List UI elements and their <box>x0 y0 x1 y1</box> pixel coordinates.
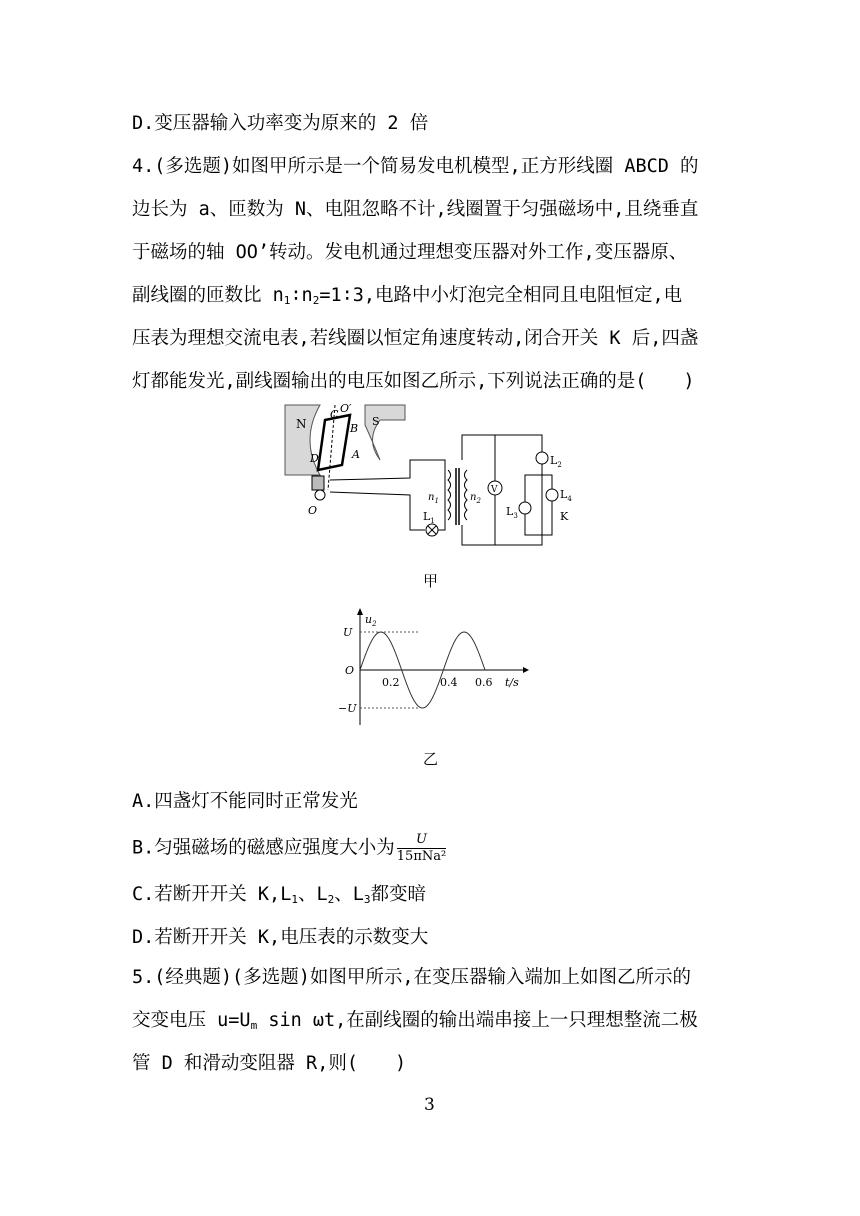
origin-label: O <box>345 664 355 677</box>
label-l1: $L_1$ <box>423 510 435 525</box>
q5-line-3: 管 D 和滑动变阻器 R,则( ) <box>132 1053 407 1074</box>
x-label: t/s <box>505 676 519 689</box>
label-l4: $L_4$ <box>560 488 572 503</box>
subscript: m <box>250 1019 258 1032</box>
brush <box>315 490 325 500</box>
lamp-l3 <box>519 502 531 514</box>
label-a: A <box>352 448 360 461</box>
text: 都变暗 <box>370 884 426 905</box>
magnet-s <box>365 405 405 460</box>
subscript: 2 <box>327 893 335 906</box>
label-l3: $L_3$ <box>506 505 518 520</box>
label-d: D <box>310 452 319 465</box>
option-b <box>132 832 446 865</box>
label-v: V <box>491 485 498 495</box>
figure-sine-wave <box>335 605 535 735</box>
tick-0-4: 0.4 <box>440 676 458 689</box>
q5-line-2 <box>132 1009 698 1038</box>
figure-caption-yi: 乙 <box>423 750 439 768</box>
text: 副线圈的匝数比 n <box>132 285 284 306</box>
primary-coil <box>448 470 451 520</box>
denominator: 15πNa² <box>396 849 447 864</box>
subscript: 1 <box>291 893 298 906</box>
text: C.若断开开关 K,L <box>132 884 292 905</box>
text: ∶n <box>290 285 313 306</box>
text: B.匀强磁场的磁感应强度大小为 <box>132 837 395 859</box>
figure-caption-jia: 甲 <box>423 572 439 590</box>
label-o: O <box>308 504 318 517</box>
slip-ring <box>312 476 324 490</box>
lamp-l2 <box>536 452 548 464</box>
label-k: K <box>560 510 569 523</box>
lamp-l4 <box>546 489 558 501</box>
label-n2: $n_2$ <box>470 492 481 505</box>
subscript: 3 <box>363 893 371 906</box>
fraction <box>397 832 446 865</box>
q4-line-1: 4.(多选题)如图甲所示是一个简易发电机模型,正方形线圈 ABCD 的 <box>132 156 699 177</box>
tick-0-2: 0.2 <box>382 676 400 689</box>
numerator: U <box>397 832 446 849</box>
q3-option-d: D.变压器输入功率变为原来的 2 倍 <box>132 113 429 134</box>
label-b: B <box>350 422 359 435</box>
label-l2: $L_2$ <box>550 454 562 469</box>
label-n: N <box>296 417 307 431</box>
text: 、L <box>297 884 328 905</box>
option-a: A.四盏灯不能同时正常发光 <box>132 791 358 812</box>
text: 交变电压 u=U <box>132 1010 251 1031</box>
subscript: 1 <box>283 294 291 307</box>
q4-line-4 <box>132 284 682 313</box>
neg-u-label: −U <box>338 702 357 715</box>
subscript: 2 <box>312 294 320 307</box>
text: 、L <box>334 884 364 905</box>
q4-line-3: 于磁场的轴 OO’转动。发电机通过理想变压器对外工作,变压器原、 <box>132 242 688 263</box>
q4-line-6: 灯都能发光,副线圈输出的电压如图乙所示,下列说法正确的是( ) <box>132 371 695 392</box>
q4-line-2: 边长为 a、匝数为 N、电阻忽略不计,线圈置于匀强磁场中,且绕垂直 <box>132 199 699 220</box>
label-n1: $n_1$ <box>428 492 439 505</box>
wire <box>330 492 425 530</box>
label-o-prime: O′ <box>340 402 352 415</box>
label-s: S <box>372 415 380 428</box>
text: =1∶3,电路中小灯泡完全相同且电阻恒定,电 <box>319 285 683 306</box>
label-c: C <box>330 408 339 421</box>
u-label: U <box>343 626 353 639</box>
tick-0-6: 0.6 <box>475 676 493 689</box>
page-number: 3 <box>424 1095 435 1115</box>
option-c <box>132 883 426 912</box>
q5-line-1: 5.(经典题)(多选题)如图甲所示,在变压器输入端加上如图乙所示的 <box>132 967 691 988</box>
secondary-coil <box>465 470 468 520</box>
q4-line-5: 压表为理想交流电表,若线圈以恒定角速度转动,闭合开关 K 后,四盏 <box>132 328 699 349</box>
figure-generator-circuit <box>280 400 580 560</box>
y-label: $u_2$ <box>365 613 377 628</box>
wire <box>330 460 440 480</box>
option-d: D.若断开开关 K,电压表的示数变大 <box>132 927 429 948</box>
text: sin ωt,在副线圈的输出端串接上一只理想整流二极 <box>257 1010 698 1031</box>
coil <box>318 415 350 470</box>
